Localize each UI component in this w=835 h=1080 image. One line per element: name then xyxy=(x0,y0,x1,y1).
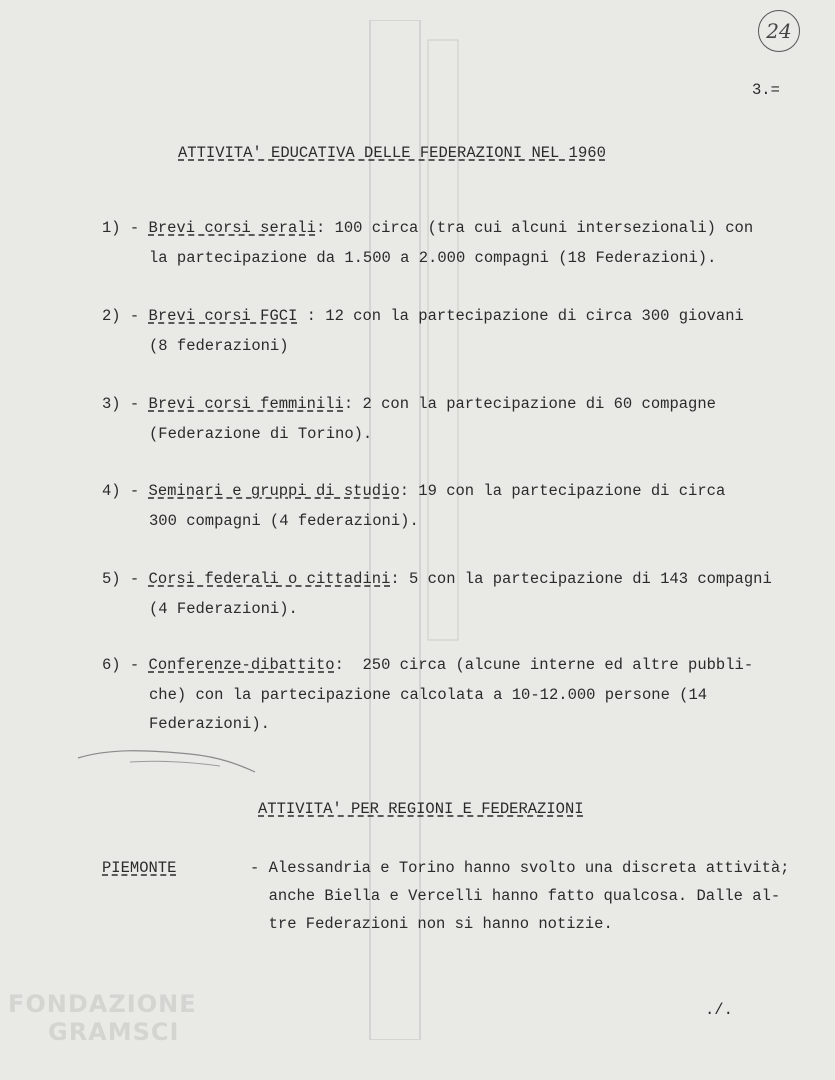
folio-number: 24 xyxy=(758,10,800,52)
item-text: 100 circa (tra cui alcuni intersezionali) con xyxy=(325,219,754,237)
watermark-line: FONDAZIONE xyxy=(8,990,197,1018)
continuation-mark: ./. xyxy=(705,1001,733,1019)
item-separator: : xyxy=(334,656,344,674)
item-number: 5) - xyxy=(102,570,140,588)
item-text: 5 con la partecipazione di 143 compagni xyxy=(399,570,772,588)
item-text: 250 circa (alcune interne ed altre pubbli- xyxy=(343,656,754,674)
item-text: 12 con la partecipazione di circa 300 giovani xyxy=(315,307,744,325)
item-text: la partecipazione da 1.500 a 2.000 compagni (18 Federazioni). xyxy=(149,249,717,267)
watermark-line: GRAMSCI xyxy=(48,1018,180,1046)
item-text: (4 Federazioni). xyxy=(149,600,298,618)
item-text: 2 con la partecipazione di 60 compagne xyxy=(353,395,716,413)
item-label: Brevi corsi FGCI xyxy=(148,307,298,325)
item-text: 19 con la partecipazione di circa xyxy=(409,482,726,500)
pencil-scribble-mark xyxy=(70,740,260,785)
item-separator: : xyxy=(399,482,409,500)
item-separator: : xyxy=(390,570,400,588)
item-number: 2) - xyxy=(102,307,140,325)
item-number: 3) - xyxy=(102,395,140,413)
item-label: Brevi corsi serali xyxy=(148,219,316,237)
item-label: Brevi corsi femminili xyxy=(148,395,344,413)
item-text: (8 federazioni) xyxy=(149,337,289,355)
region-note-line: - Alessandria e Torino hanno svolto una discreta attività; xyxy=(250,859,790,877)
item-separator: : xyxy=(315,219,326,237)
region-note-line: tre Federazioni non si hanno notizie. xyxy=(250,915,613,933)
section-heading: ATTIVITA' PER REGIONI E FEDERAZIONI xyxy=(258,800,584,818)
item-number: 4) - xyxy=(102,482,140,500)
item-number: 1) - xyxy=(102,219,140,237)
page-number: 3.= xyxy=(752,81,780,99)
item-label: Conferenze-dibattito xyxy=(148,656,335,674)
item-label: Seminari e gruppi di studio xyxy=(148,482,400,500)
item-text: 300 compagni (4 federazioni). xyxy=(149,512,419,530)
item-separator: : xyxy=(297,307,316,325)
fondazione-gramsci-watermark xyxy=(8,990,197,1046)
region-name: PIEMONTE xyxy=(102,859,177,877)
item-label: Corsi federali o cittadini xyxy=(148,570,391,588)
item-number: 6) - xyxy=(102,656,140,674)
page-title: ATTIVITA' EDUCATIVA DELLE FEDERAZIONI NEL 1960 xyxy=(178,144,606,162)
item-separator: : xyxy=(343,395,354,413)
item-text: che) con la partecipazione calcolata a 10-12.000 persone (14 xyxy=(149,686,708,704)
region-note-line: anche Biella e Vercelli hanno fatto qualcosa. Dalle al- xyxy=(250,887,781,905)
item-text: Federazioni). xyxy=(149,715,270,733)
item-text: (Federazione di Torino). xyxy=(149,425,373,443)
